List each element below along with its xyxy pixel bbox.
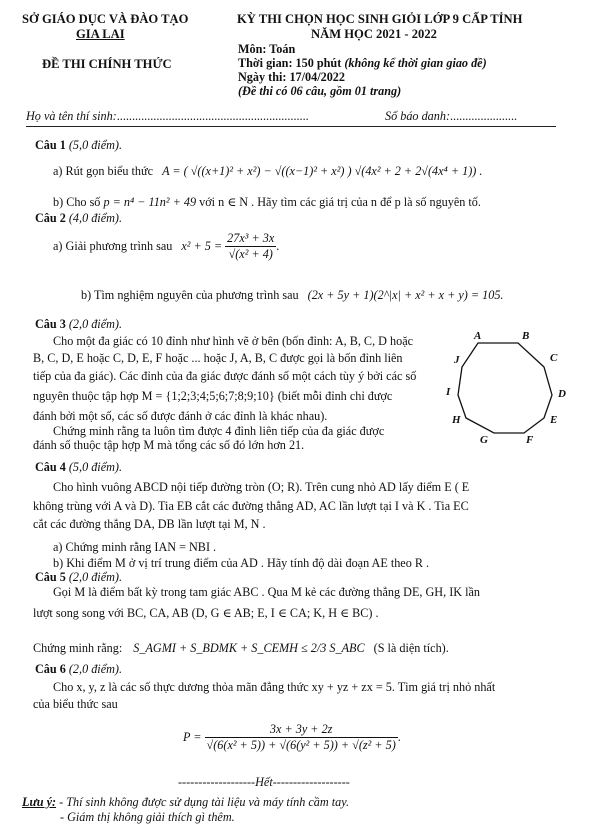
q2a-line: a) Giải phương trình sau x² + 5 = $\frac{\text{27x³ + 3x}}{\text{√(x² + 4)}}$ . [53,231,280,262]
q6-l1: Cho x, y, z là các số thực dương thỏa mãn đẳng thức xy + yz + zx = 5. Tìm giá trị nhỏ nhất [53,680,496,694]
q5-points: (2,0 điểm). [68,570,123,584]
q3-p1-l5: đánh bởi một số, các số được đánh ở các đỉnh là khác nhau). [33,409,328,423]
q6-title: Câu 6 [35,662,66,676]
subject: Môn: Toán [238,42,296,56]
q1b-text-pre: b) Cho số [53,195,101,209]
q5-title: Câu 5 [35,570,66,584]
q5-heading [35,570,122,585]
q1b-text-mid: với n ∈ N . Hãy tìm các giá trị của n để p là số nguyên tố. [199,195,481,209]
q3-p2-l2: đánh số thuộc tập hợp M mà tổng các số đó lớn hơn 21. [33,438,305,452]
sbd-dots: ...................... [450,109,518,123]
q3-heading [35,317,122,332]
exam-date: Ngày thi: 17/04/2022 [238,70,345,84]
vertex-label-h: H [452,414,461,426]
decagon-outline [458,343,552,433]
time-line [238,56,487,71]
q1b-line [53,195,481,210]
q4-points: (5,0 điểm). [68,460,123,474]
footer-note2: - Giám thị không giải thích gì thêm. [60,810,235,824]
q4-a: a) Chứng minh rằng IAN = NBI . [53,540,217,554]
q4-title: Câu 4 [35,460,66,474]
q4-heading [35,460,122,475]
vertex-label-f: F [526,434,534,446]
q6-points: (2,0 điểm). [68,662,123,676]
vertex-label-d: D [558,388,566,400]
official-label: ĐỀ THI CHÍNH THỨC [42,57,172,71]
q6-l2: của biểu thức sau [33,697,118,711]
q6-expr-line: P = $\frac{3x + 3y + 2z}{\text{√(6(x² + 5)) + √(6(y² + 5)) + √(z² + 5)}}$ . [183,722,401,753]
q5-expr: S_AGMI + S_BDMK + S_CEMH ≤ 2/3 S_ABC [133,641,365,655]
q3-p2-l1: Chứng minh rằng ta luôn tìm được 4 đỉnh liên tiếp của đa giác được [53,424,385,438]
end-marker: -------------------Hết------------------- [178,775,350,789]
footer-note-label: Lưu ý: [22,795,57,809]
candidate-name-line [26,109,309,124]
q4-l1: Cho hình vuông ABCD nội tiếp đường tròn (O; R). Trên cung nhỏ AD lấy điểm E ( E [53,480,470,494]
q2a-text: a) Giải phương trình sau [53,239,173,254]
time-note: (không kể thời gian giao đề) [344,56,487,70]
q2a-fraction [225,231,276,263]
org-line2: GIA LAI [76,27,125,41]
q4-l3: cắt các đường thẳng DA, DB lần lượt tại M, N . [33,517,266,531]
q1b-expr: p = n⁴ − 11n² + 49 [103,195,197,209]
q5-l1: Gọi M là điểm bất kỳ trong tam giác ABC . Qua M kẻ các đường thẳng DE, GH, IK lần [53,585,481,599]
time: Thời gian: 150 phút [238,56,342,70]
decagon-figure [440,330,580,448]
q2b-expr: (2x + 5y + 1)(2^|x| + x² + x + y) = 105. [307,288,504,302]
q6-heading [35,662,122,677]
q6-numerator: 3x + 3y + 2z [205,722,398,738]
header-divider [26,126,556,127]
q3-p1-l3: tiếp của đa giác). Các đỉnh của đa giác được đánh số một cách tùy ý bởi các số [33,369,417,383]
q3-p1-l1: Cho một đa giác có 10 đỉnh như hình vẽ ở bên (bốn đỉnh: A, B, C, D hoặc [53,334,414,348]
q3-p1-l2: B, C, D, E hoặc C, D, E, F hoặc ... hoặc J, A, B, C được gọi là bốn đỉnh liên [33,351,403,365]
q2a-denominator: √(x² + 4) [228,247,273,262]
vertex-label-c: C [550,352,558,364]
q1-points: (5,0 điểm). [68,138,123,152]
vertex-label-a: A [474,330,482,342]
q5-note: (S là diện tích). [373,641,449,655]
footer-note1: - Thí sinh không được sử dụng tài liệu và máy tính cầm tay. [59,795,350,809]
footer-note-1 [22,795,349,810]
q6-lhs: P = [183,730,202,745]
org-line1: SỞ GIÁO DỤC VÀ ĐÀO TẠO [22,12,189,26]
vertex-label-b: B [522,330,530,342]
q4-l2: không trùng với A và D). Tia EB cắt các đường thẳng AD, AC lần lượt tại I và K . Tia EC [33,499,469,513]
q2-points: (4,0 điểm). [68,211,123,225]
vertex-label-e: E [550,414,558,426]
candidate-name-dots: ............................................................... [116,109,309,123]
q1a-text: a) Rút gọn biểu thức [53,164,154,178]
q2-heading [35,211,122,226]
candidate-sbd-line [385,109,517,124]
q3-title: Câu 3 [35,317,66,331]
q2a-lhs: x² + 5 = [181,239,223,254]
q2b-line [81,288,503,303]
q2a-numerator: 27x³ + 3x [225,231,276,247]
exam-title: KỲ THI CHỌN HỌC SINH GIỎI LỚP 9 CẤP TỈNH [237,12,523,26]
q1-title: Câu 1 [35,138,66,152]
q4-b: b) Khi điểm M ở vị trí trung điểm của AD . Hãy tính độ dài đoạn AE theo R . [53,556,430,570]
q5-l2: lượt song song với BC, CA, AB (D, G ∈ AB; E, I ∈ CA; K, H ∈ BC) . [33,606,379,620]
q2-title: Câu 2 [35,211,66,225]
q3-points: (2,0 điểm). [68,317,123,331]
q1a-line [53,164,482,179]
exam-note: (Đề thi có 06 câu, gồm 01 trang) [238,84,402,98]
candidate-name-label: Họ và tên thí sinh: [26,109,117,123]
q6-fraction [205,722,398,754]
q3-p1-l4: nguyên thuộc tập hợp M = {1;2;3;4;5;6;7;8;9;10} (biết mỗi đỉnh chỉ được [33,389,393,403]
q2b-text: b) Tìm nghiệm nguyên của phương trình sau [81,288,299,302]
vertex-label-i: I [446,386,451,398]
q1a-expr: A = ( √((x+1)² + x²) − √((x−1)² + x²) ) √(4x² + 2 + 2√(4x⁴ + 1)) . [162,164,483,178]
vertex-label-j: J [454,354,460,366]
q6-denominator: √(6(x² + 5)) + √(6(y² + 5)) + √(z² + 5) [206,738,396,753]
q1-heading [35,138,122,153]
school-year: NĂM HỌC 2021 - 2022 [311,27,437,41]
q5-prove-line [33,641,449,656]
vertex-label-g: G [480,434,488,446]
q5-prove: Chứng minh rằng: [33,641,123,655]
sbd-label: Số báo danh: [385,109,450,123]
